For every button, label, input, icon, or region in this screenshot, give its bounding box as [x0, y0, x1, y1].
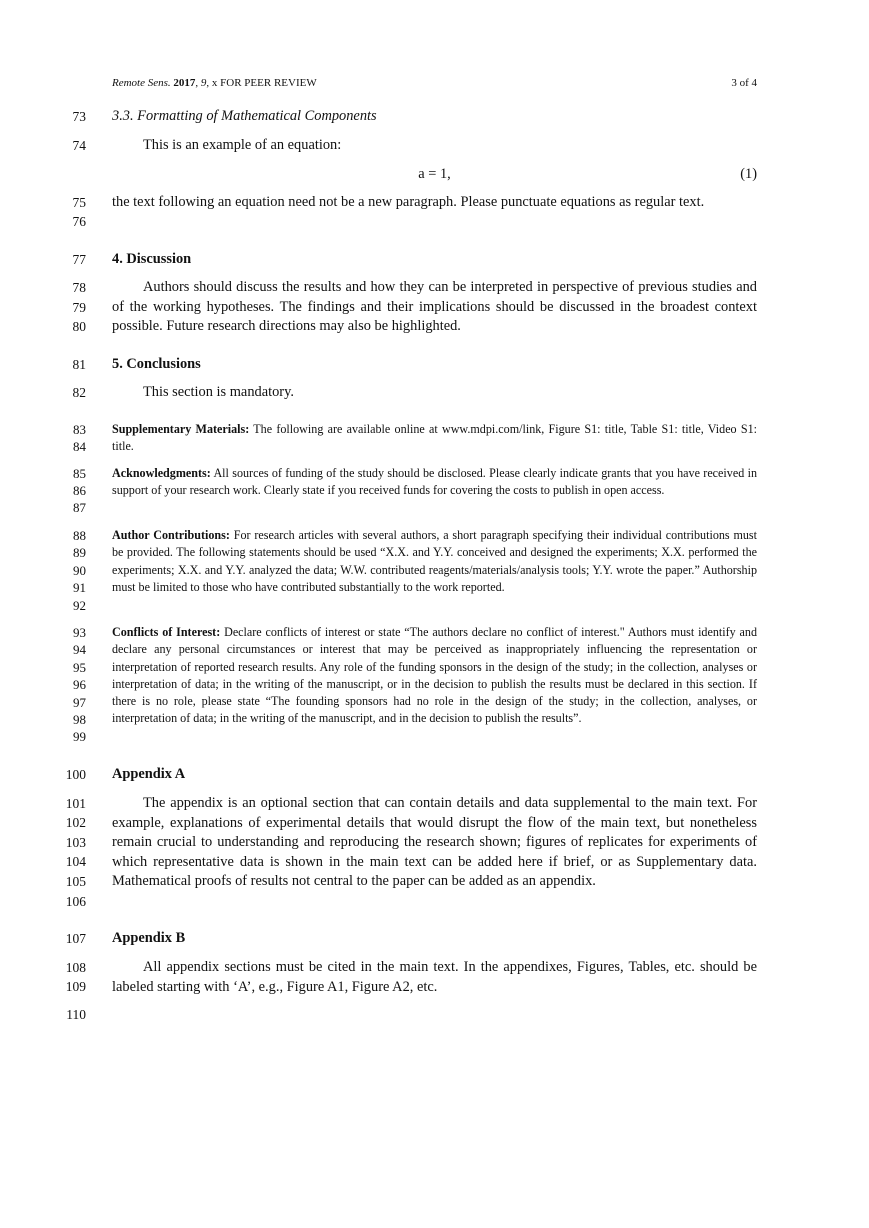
line-number: 105 — [65, 874, 86, 889]
conflicts-label: Conflicts of Interest: — [112, 625, 221, 639]
line-number: 106 — [65, 894, 86, 909]
line-number: 94 — [73, 642, 86, 657]
section-heading: 5. Conclusions — [112, 356, 201, 372]
line-number: 85 — [73, 466, 86, 481]
line-number: 100 — [65, 767, 86, 782]
section-heading: Appendix B — [112, 930, 186, 946]
header-page-number: 3 of 4 — [731, 77, 757, 89]
header-journal: Remote Sens. — [112, 77, 171, 89]
line-number: 80 — [72, 319, 86, 334]
line-number: 96 — [73, 677, 86, 692]
conflicts-text: Declare conflicts of interest or state “The authors declare no conflict of interest." Authors must identify and declare any personal circumstances or interest that may be perceived as inappropriately influencing the representation or interpretation of reported research results. Any role of the funding sponsors in the design of the study; in the collection, analyses or interpretation of data; in the writing of the manuscript, or in the decision to publish the results must be declared in this section. If there is no role, please state “The founding sponsors had no role in the design of the study; in the collection, analyses, or interpretation of data; in the writing of the manuscript, and in the decision to publish the results”. — [112, 625, 757, 726]
line-number: 75 — [72, 195, 86, 210]
equation-intro: This is an example of an equation: — [143, 137, 342, 153]
line-number: 90 — [73, 563, 86, 578]
equation: a = 1, — [418, 166, 451, 182]
acknowledgments-text: All sources of funding of the study should be disclosed. Please clearly indicate grants that you have received in support of your research work. Clearly state if you received funds for covering the costs to publish in open access. — [112, 466, 757, 498]
line-number: 76 — [72, 214, 86, 229]
paragraph: Authors should discuss the results and how they can be interpreted in perspective of previous studies and of the working hypotheses. The findings and their implications should be discussed in the broadest context possible. Future research directions may also be highlighted. — [112, 279, 757, 334]
equation-block — [112, 164, 757, 184]
line-number: 83 — [73, 422, 86, 437]
line-number: 97 — [73, 695, 86, 710]
conflicts-of-interest — [112, 624, 757, 728]
line-number: 86 — [73, 483, 86, 498]
header-year: 2017 — [173, 77, 196, 89]
line-number: 101 — [65, 796, 86, 811]
line-number: 95 — [73, 660, 86, 675]
line-number: 93 — [73, 625, 86, 640]
line-number: 99 — [73, 729, 86, 744]
line-number: 89 — [73, 545, 86, 560]
header-citation: Remote Sens. 2017, 9, x FOR PEER REVIEW — [112, 77, 317, 89]
header-volume: 9 — [200, 77, 207, 89]
line-number: 98 — [73, 712, 86, 727]
author-contributions-label: Author Contributions: — [112, 528, 230, 542]
supplementary-text: The following are available online at www.mdpi.com/link, Figure S1: title, Table S1: title, Video S1: title. — [112, 422, 757, 454]
paragraph: The appendix is an optional section that can contain details and data supplemental to the main text. For example, explanations of experimental details that would disrupt the flow of the main text, but nonetheless remain crucial to understanding and reproducing the research shown; figures of replicates for experiments of which representative data is shown in the main text can be added here if brief, or as Supplementary data. Mathematical proofs of results not central to the paper can be added as an appendix. — [112, 795, 757, 889]
line-number: 87 — [73, 500, 86, 515]
subsection-heading: 3.3. Formatting of Mathematical Components — [112, 108, 377, 124]
supplementary-label: Supplementary Materials: — [112, 422, 250, 436]
line-number: 82 — [72, 385, 86, 400]
line-number: 74 — [72, 138, 86, 153]
acknowledgments — [112, 465, 757, 500]
paragraph: the text following an equation need not be a new paragraph. Please punctuate equations as regular text. — [112, 194, 705, 210]
line-number: 84 — [73, 439, 86, 454]
line-number: 109 — [65, 979, 86, 994]
line-number: 91 — [73, 580, 86, 595]
acknowledgments-label: Acknowledgments: — [112, 466, 211, 480]
line-number: 92 — [73, 598, 86, 613]
line-number: 78 — [72, 280, 86, 295]
supplementary-materials — [112, 421, 757, 456]
line-number: 104 — [65, 854, 86, 869]
author-contributions — [112, 527, 757, 596]
paragraph: This section is mandatory. — [143, 384, 294, 400]
line-number: 77 — [72, 252, 86, 267]
line-number: 73 — [72, 109, 86, 124]
line-number: 81 — [72, 357, 86, 372]
paragraph: All appendix sections must be cited in the main text. In the appendixes, Figures, Tables, etc. should be labeled starting with ‘A’, e.g., Figure A1, Figure A2, etc. — [112, 959, 757, 995]
header-suffix: , x FOR PEER REVIEW — [206, 77, 317, 89]
line-number: 88 — [73, 528, 86, 543]
section-heading: 4. Discussion — [112, 251, 192, 267]
line-number: 102 — [65, 815, 86, 830]
line-number: 108 — [65, 960, 86, 975]
line-number: 110 — [66, 1007, 86, 1022]
equation-number: (1) — [740, 166, 757, 182]
running-header — [112, 75, 757, 91]
line-number: 107 — [65, 931, 86, 946]
line-number: 79 — [72, 300, 86, 315]
section-heading: Appendix A — [112, 766, 186, 782]
author-contributions-text: For research articles with several authors, a short paragraph specifying their individual contributions must be provided. The following statements should be used “X.X. and Y.Y. conceived and designed the experiments; X.X. performed the experiments; X.X. and Y.Y. analyzed the data; W.W. contributed reagents/materials/analysis tools; Y.Y. wrote the paper.” Authorship must be limited to those who have contributed substantially to the work reported. — [112, 528, 757, 594]
line-number: 103 — [65, 835, 86, 850]
